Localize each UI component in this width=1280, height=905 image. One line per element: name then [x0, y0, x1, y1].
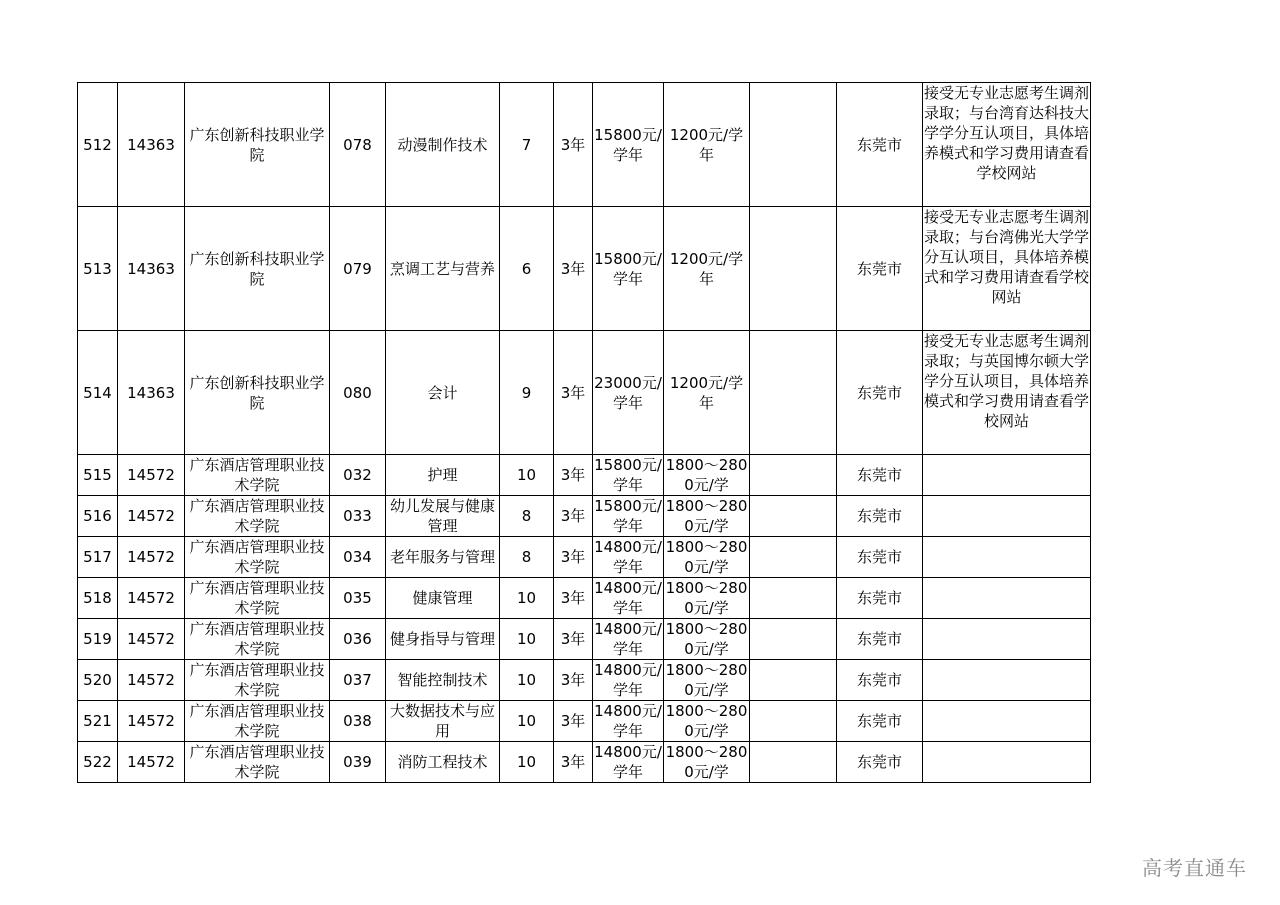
- extra-cell: [750, 83, 837, 207]
- city-cell: 东莞市: [837, 537, 923, 578]
- major-name-cell: [386, 660, 500, 701]
- school-code-cell: 14363: [118, 83, 185, 207]
- tuition-text: 14800元/学年: [594, 579, 662, 617]
- row-number-cell: 518: [78, 578, 118, 619]
- extra-cell: [750, 701, 837, 742]
- school-name-cell: [185, 701, 330, 742]
- plan-count-cell: 6: [500, 207, 554, 331]
- duration-cell: 3年: [554, 496, 593, 537]
- row-number-cell: 513: [78, 207, 118, 331]
- watermark: 高考直通车: [1142, 856, 1247, 880]
- school-name-cell: [185, 537, 330, 578]
- duration-cell: 3年: [554, 701, 593, 742]
- plan-count-cell: 10: [500, 619, 554, 660]
- city-cell: 东莞市: [837, 660, 923, 701]
- note-cell: [923, 537, 1091, 578]
- accommodation-fee-text: 1800～2800元/学: [665, 497, 748, 535]
- major-name-text: 智能控制技术: [397, 671, 488, 689]
- school-name-text: 广东酒店管理职业技术学院: [189, 497, 325, 535]
- table-row: [78, 660, 1091, 701]
- accommodation-fee-text: 1800～2800元/学: [665, 620, 748, 658]
- major-name-cell: [386, 578, 500, 619]
- accommodation-fee-cell: [664, 455, 750, 496]
- accommodation-fee-text: 1800～2800元/学: [665, 456, 748, 494]
- tuition-cell: 15800元/学年: [593, 83, 664, 207]
- city-cell: 东莞市: [837, 207, 923, 331]
- major-name-cell: 动漫制作技术: [386, 83, 500, 207]
- table-row: [78, 83, 1091, 207]
- school-name-cell: [185, 742, 330, 783]
- table-row: [78, 455, 1091, 496]
- tuition-cell: [593, 701, 664, 742]
- major-name-cell: [386, 742, 500, 783]
- school-code-cell: 14572: [118, 496, 185, 537]
- extra-cell: [750, 660, 837, 701]
- major-code-cell: 039: [330, 742, 386, 783]
- school-code-cell: 14572: [118, 578, 185, 619]
- duration-cell: 3年: [554, 578, 593, 619]
- school-name-cell: [185, 660, 330, 701]
- table-row: [78, 578, 1091, 619]
- major-name-cell: [386, 455, 500, 496]
- school-code-cell: 14572: [118, 742, 185, 783]
- accommodation-fee-cell: 1200元/学年: [664, 83, 750, 207]
- school-name-cell: [185, 455, 330, 496]
- tuition-text: 14800元/学年: [594, 538, 662, 576]
- school-name-text: 广东酒店管理职业技术学院: [189, 538, 325, 576]
- tuition-cell: [593, 578, 664, 619]
- school-name-cell: [185, 578, 330, 619]
- city-cell: 东莞市: [837, 496, 923, 537]
- plan-count-cell: 10: [500, 578, 554, 619]
- row-number-cell: 514: [78, 331, 118, 455]
- table-row: [78, 537, 1091, 578]
- row-number-cell: 516: [78, 496, 118, 537]
- school-name-text: 广东酒店管理职业技术学院: [189, 579, 325, 617]
- table-row: [78, 619, 1091, 660]
- duration-cell: 3年: [554, 455, 593, 496]
- school-code-cell: 14572: [118, 619, 185, 660]
- accommodation-fee-cell: [664, 619, 750, 660]
- extra-cell: [750, 455, 837, 496]
- duration-cell: 3年: [554, 742, 593, 783]
- major-name-text: 消防工程技术: [397, 753, 488, 771]
- school-name-text: 广东酒店管理职业技术学院: [189, 743, 325, 781]
- table-row: [78, 701, 1091, 742]
- city-cell: 东莞市: [837, 83, 923, 207]
- major-name-cell: [386, 701, 500, 742]
- major-name-cell: [386, 619, 500, 660]
- school-code-cell: 14572: [118, 455, 185, 496]
- school-code-cell: 14363: [118, 331, 185, 455]
- city-cell: 东莞市: [837, 619, 923, 660]
- school-name-text: 广东酒店管理职业技术学院: [189, 661, 325, 699]
- tuition-text: 14800元/学年: [594, 620, 662, 658]
- tuition-cell: [593, 455, 664, 496]
- tuition-cell: 23000元/学年: [593, 331, 664, 455]
- note-cell: [923, 742, 1091, 783]
- plan-count-cell: 8: [500, 496, 554, 537]
- table-row: [78, 331, 1091, 455]
- accommodation-fee-text: 1800～2800元/学: [665, 661, 748, 699]
- city-cell: 东莞市: [837, 578, 923, 619]
- note-cell: [923, 701, 1091, 742]
- accommodation-fee-text: 1800～2800元/学: [665, 743, 748, 781]
- note-cell: [923, 455, 1091, 496]
- major-name-text: 健身指导与管理: [389, 630, 495, 648]
- major-code-cell: 080: [330, 331, 386, 455]
- city-cell: 东莞市: [837, 742, 923, 783]
- accommodation-fee-cell: [664, 578, 750, 619]
- city-cell: 东莞市: [837, 701, 923, 742]
- school-name-cell: [185, 619, 330, 660]
- school-code-cell: 14572: [118, 701, 185, 742]
- tuition-cell: [593, 742, 664, 783]
- school-code-cell: 14572: [118, 537, 185, 578]
- extra-cell: [750, 537, 837, 578]
- accommodation-fee-cell: [664, 701, 750, 742]
- duration-cell: 3年: [554, 207, 593, 331]
- tuition-cell: 15800元/学年: [593, 207, 664, 331]
- accommodation-fee-text: 1800～2800元/学: [665, 538, 748, 576]
- plan-count-cell: 10: [500, 660, 554, 701]
- note-cell: [923, 578, 1091, 619]
- row-number-cell: 519: [78, 619, 118, 660]
- table-row: [78, 742, 1091, 783]
- major-name-text: 大数据技术与应用: [389, 702, 495, 740]
- major-code-cell: 035: [330, 578, 386, 619]
- school-name-cell: 广东创新科技职业学院: [185, 83, 330, 207]
- row-number-cell: 521: [78, 701, 118, 742]
- accommodation-fee-cell: 1200元/学年: [664, 207, 750, 331]
- row-number-cell: 515: [78, 455, 118, 496]
- table-row: [78, 496, 1091, 537]
- note-cell: 接受无专业志愿考生调剂录取；与台湾佛光大学学分互认项目，具体培养模式和学习费用请查看学校网站: [923, 207, 1091, 331]
- note-cell: 接受无专业志愿考生调剂录取；与台湾育达科技大学学分互认项目，具体培养模式和学习费用请查看学校网站: [923, 83, 1091, 207]
- major-name-text: 护理: [427, 466, 458, 484]
- major-name-text: 幼儿发展与健康管理: [389, 497, 495, 535]
- row-number-cell: 520: [78, 660, 118, 701]
- school-name-cell: 广东创新科技职业学院: [185, 207, 330, 331]
- duration-cell: 3年: [554, 331, 593, 455]
- row-number-cell: 512: [78, 83, 118, 207]
- tuition-cell: [593, 660, 664, 701]
- tuition-cell: [593, 496, 664, 537]
- row-number-cell: 522: [78, 742, 118, 783]
- city-cell: 东莞市: [837, 455, 923, 496]
- major-code-cell: 034: [330, 537, 386, 578]
- accommodation-fee-cell: [664, 660, 750, 701]
- major-name-text: 老年服务与管理: [389, 548, 495, 566]
- city-cell: 东莞市: [837, 331, 923, 455]
- note-cell: 接受无专业志愿考生调剂录取；与英国博尔顿大学学分互认项目，具体培养模式和学习费用请查看学校网站: [923, 331, 1091, 455]
- duration-cell: 3年: [554, 537, 593, 578]
- note-cell: [923, 660, 1091, 701]
- plan-count-cell: 10: [500, 701, 554, 742]
- plan-count-cell: 10: [500, 742, 554, 783]
- major-code-cell: 037: [330, 660, 386, 701]
- school-name-text: 广东酒店管理职业技术学院: [189, 702, 325, 740]
- plan-count-cell: 8: [500, 537, 554, 578]
- major-code-cell: 079: [330, 207, 386, 331]
- tuition-cell: [593, 619, 664, 660]
- table-row: [78, 207, 1091, 331]
- extra-cell: [750, 619, 837, 660]
- tuition-cell: [593, 537, 664, 578]
- school-name-text: 广东酒店管理职业技术学院: [189, 456, 325, 494]
- tuition-text: 15800元/学年: [594, 497, 662, 535]
- tuition-text: 14800元/学年: [594, 661, 662, 699]
- school-code-cell: 14572: [118, 660, 185, 701]
- school-name-cell: 广东创新科技职业学院: [185, 331, 330, 455]
- note-cell: [923, 496, 1091, 537]
- row-number-cell: 517: [78, 537, 118, 578]
- extra-cell: [750, 742, 837, 783]
- extra-cell: [750, 331, 837, 455]
- extra-cell: [750, 578, 837, 619]
- school-code-cell: 14363: [118, 207, 185, 331]
- plan-count-cell: 7: [500, 83, 554, 207]
- major-code-cell: 032: [330, 455, 386, 496]
- duration-cell: 3年: [554, 83, 593, 207]
- major-code-cell: 038: [330, 701, 386, 742]
- duration-cell: 3年: [554, 619, 593, 660]
- plan-count-cell: 10: [500, 455, 554, 496]
- extra-cell: [750, 496, 837, 537]
- school-name-cell: [185, 496, 330, 537]
- admission-table: [77, 82, 1091, 783]
- tuition-text: 15800元/学年: [594, 456, 662, 494]
- table-body: [78, 83, 1091, 783]
- tuition-text: 14800元/学年: [594, 702, 662, 740]
- accommodation-fee-cell: [664, 742, 750, 783]
- major-name-cell: 会计: [386, 331, 500, 455]
- accommodation-fee-text: 1800～2800元/学: [665, 702, 748, 740]
- major-name-text: 健康管理: [412, 589, 473, 607]
- school-name-text: 广东酒店管理职业技术学院: [189, 620, 325, 658]
- major-name-cell: [386, 496, 500, 537]
- accommodation-fee-text: 1800～2800元/学: [665, 579, 748, 617]
- accommodation-fee-cell: [664, 537, 750, 578]
- major-name-cell: [386, 537, 500, 578]
- tuition-text: 14800元/学年: [594, 743, 662, 781]
- extra-cell: [750, 207, 837, 331]
- major-code-cell: 033: [330, 496, 386, 537]
- plan-count-cell: 9: [500, 331, 554, 455]
- note-cell: [923, 619, 1091, 660]
- major-code-cell: 036: [330, 619, 386, 660]
- major-name-cell: 烹调工艺与营养: [386, 207, 500, 331]
- duration-cell: 3年: [554, 660, 593, 701]
- major-code-cell: 078: [330, 83, 386, 207]
- accommodation-fee-cell: [664, 496, 750, 537]
- accommodation-fee-cell: 1200元/学年: [664, 331, 750, 455]
